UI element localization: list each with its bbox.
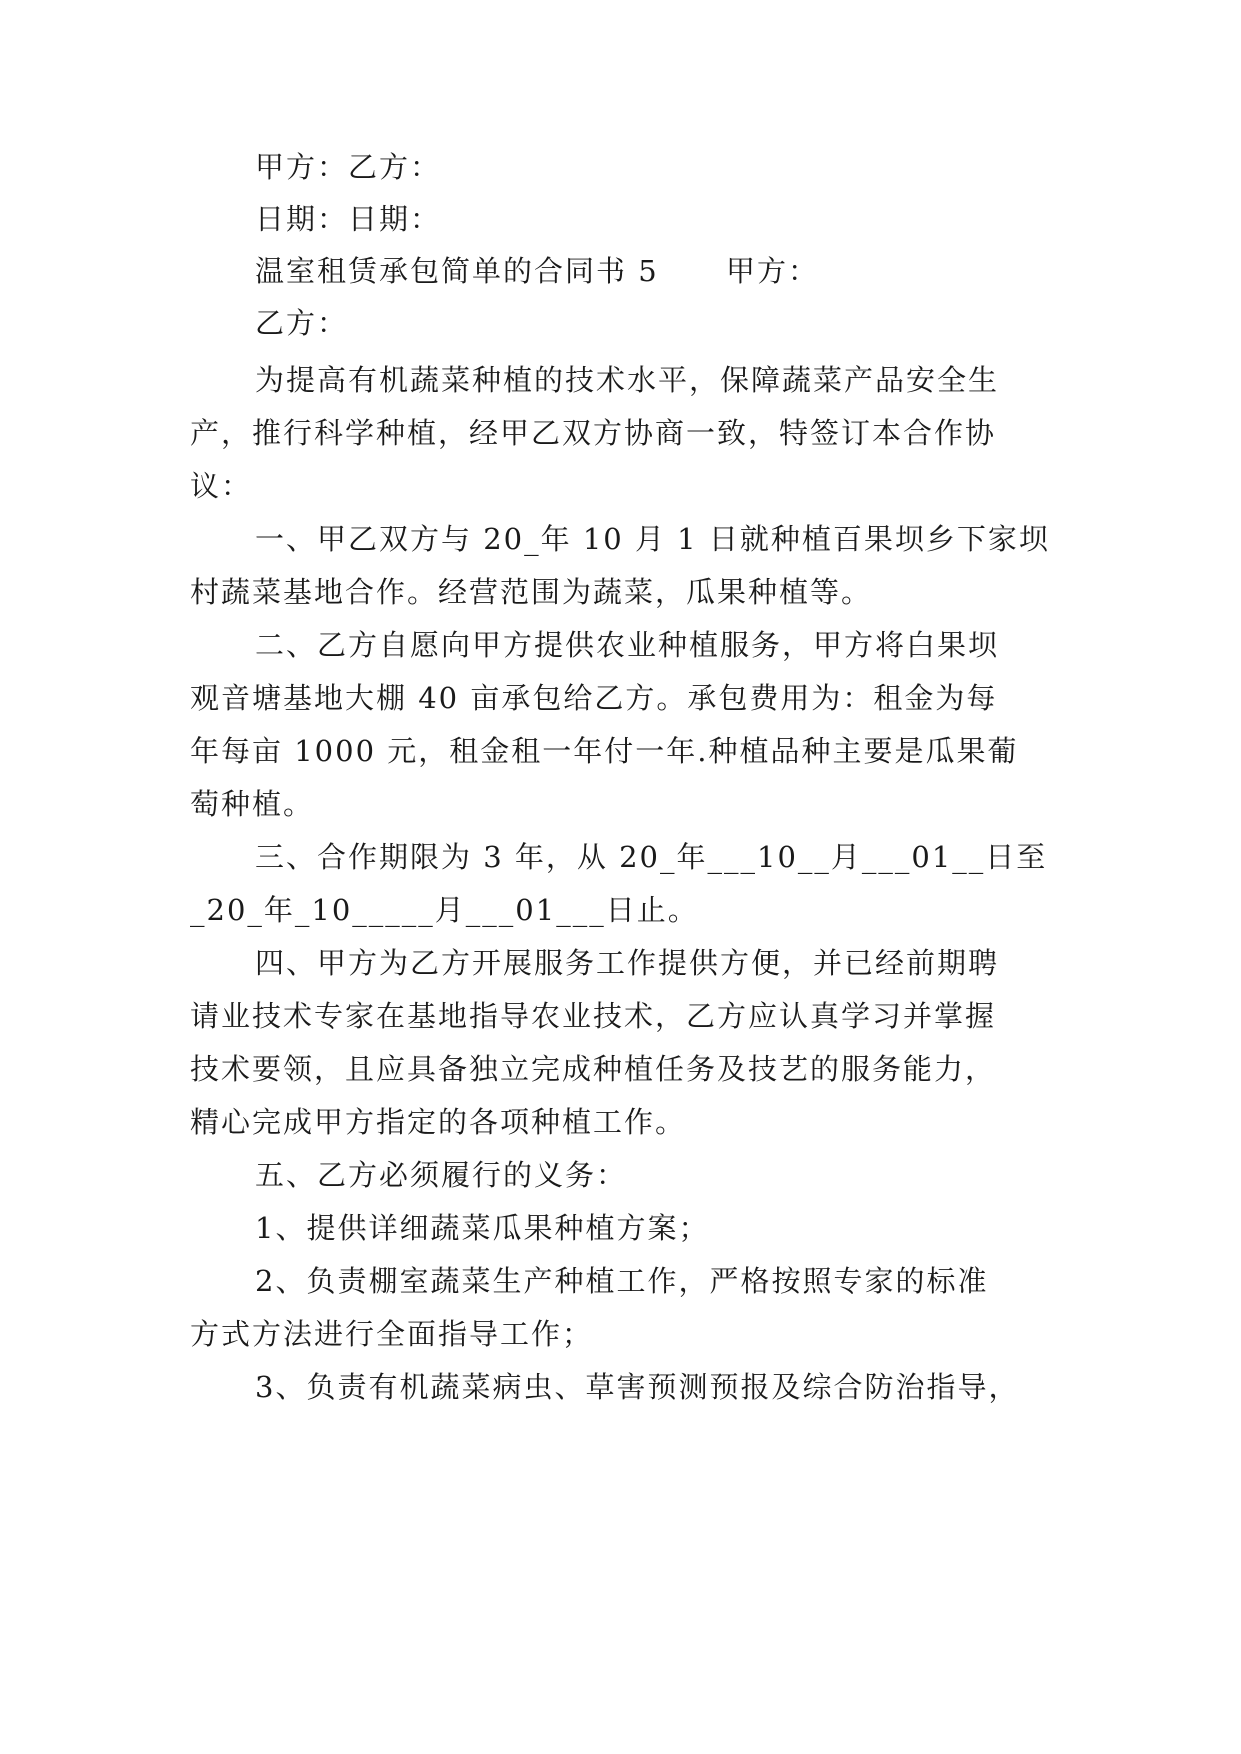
clause-4-line-3: 技术要领，且应具备独立完成种植任务及技艺的服务能力，: [190, 1052, 997, 1086]
clause-1-line-2: 村蔬菜基地合作。经营范围为蔬菜，瓜果种植等。: [190, 575, 873, 609]
signature-date-line: 日期：日期：: [255, 202, 442, 236]
clause-2-line-3: 年每亩 1000 元，租金租一年付一年.种植品种主要是瓜果葡: [190, 734, 1019, 768]
clause-2-line-2: 观音塘基地大棚 40 亩承包给乙方。承包费用为：租金为每: [190, 681, 998, 715]
preamble-line-1: 为提高有机蔬菜种植的技术水平，保障蔬菜产品安全生: [255, 363, 1000, 397]
clause-4-line-2: 请业技术专家在基地指导农业技术，乙方应认真学习并掌握: [190, 999, 997, 1033]
clause-5-heading: 五、乙方必须履行的义务：: [255, 1158, 628, 1192]
obligation-2-line-2: 方式方法进行全面指导工作；: [190, 1317, 594, 1351]
clause-2-line-4: 萄种植。: [190, 787, 315, 821]
preamble-line-3: 议：: [190, 469, 253, 503]
clause-3-line-1: 三、合作期限为 3 年，从 20_年___10__月___01__日至: [255, 840, 1048, 874]
clause-1-line-1: 一、甲乙双方与 20_年 10 月 1 日就种植百果坝乡下家坝: [255, 522, 1050, 556]
contract-title-line: 温室租赁承包简单的合同书 5 甲方：: [255, 254, 819, 288]
obligation-2-line-1: 2、负责棚室蔬菜生产种植工作，严格按照专家的标准: [255, 1264, 989, 1298]
obligation-1-line: 1、提供详细蔬菜瓜果种植方案；: [255, 1211, 710, 1245]
preamble-line-2: 产，推行科学种植，经甲乙双方协商一致，特签订本合作协: [190, 416, 997, 450]
clause-4-line-4: 精心完成甲方指定的各项种植工作。: [190, 1105, 687, 1139]
obligation-3-line-1: 3、负责有机蔬菜病虫、草害预测预报及综合防治指导，: [255, 1370, 1020, 1404]
clause-2-line-1: 二、乙方自愿向甲方提供农业种植服务，甲方将白果坝: [255, 628, 1000, 662]
party-b-line: 乙方：: [255, 306, 349, 340]
clause-3-line-2: _20_年_10_____月___01___日止。: [190, 893, 699, 927]
clause-4-line-1: 四、甲方为乙方开展服务工作提供方便，并已经前期聘: [255, 946, 1000, 980]
signature-party-line: 甲方：乙方：: [255, 150, 442, 184]
